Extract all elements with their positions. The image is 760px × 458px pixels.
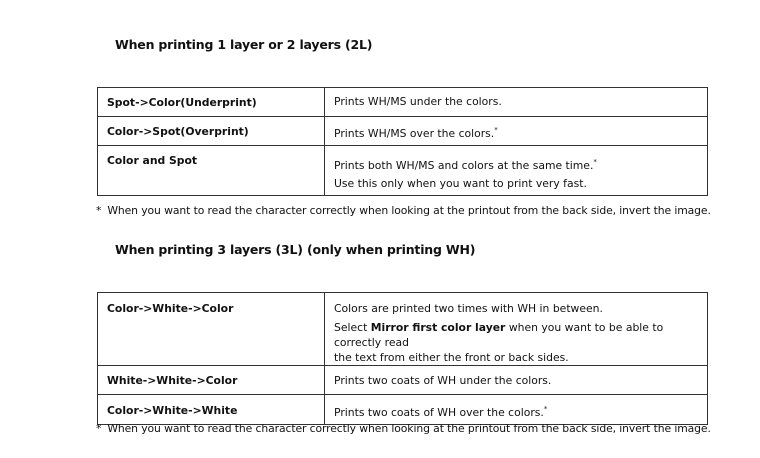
- option-name: Color->White->Color: [98, 293, 325, 366]
- footnote: * When you want to read the character correctly when looking at the printout from the back side, invert the image.: [96, 422, 711, 435]
- table-row: [98, 293, 708, 366]
- option-name: Color->Spot(Overprint): [98, 117, 325, 146]
- option-name: Color->White->White: [98, 395, 325, 425]
- table-row: [98, 395, 708, 425]
- table-row: [98, 117, 708, 146]
- options-table-2l: [97, 87, 708, 196]
- footnote-marker: *: [543, 405, 548, 413]
- table-row: [98, 366, 708, 395]
- options-table-3l: [97, 292, 708, 425]
- option-name: Color and Spot: [98, 146, 325, 196]
- table-row: [98, 88, 708, 117]
- option-description: Colors are printed two times with WH in between. Select Mirror first color layer when you want to be able to correctly read the text from either the front or back sides.: [325, 293, 708, 366]
- section-heading-3l: When printing 3 layers (3L) (only when printing WH): [115, 242, 476, 257]
- table-row: [98, 146, 708, 196]
- footnote: * When you want to read the character correctly when looking at the printout from the back side, invert the image.: [96, 204, 711, 217]
- option-description: Prints WH/MS under the colors.: [325, 88, 708, 117]
- option-description: Prints two coats of WH over the colors.*: [325, 395, 708, 425]
- option-description: Prints two coats of WH under the colors.: [325, 366, 708, 395]
- option-description: Prints WH/MS over the colors.*: [325, 117, 708, 146]
- footnote-marker: *: [593, 158, 597, 166]
- option-name: White->White->Color: [98, 366, 325, 395]
- option-name: Spot->Color(Underprint): [98, 88, 325, 117]
- option-description: Prints both WH/MS and colors at the same time.* Use this only when you want to print very fast.: [325, 146, 708, 196]
- section-heading-2l: When printing 1 layer or 2 layers (2L): [115, 37, 373, 52]
- footnote-marker: *: [494, 126, 498, 134]
